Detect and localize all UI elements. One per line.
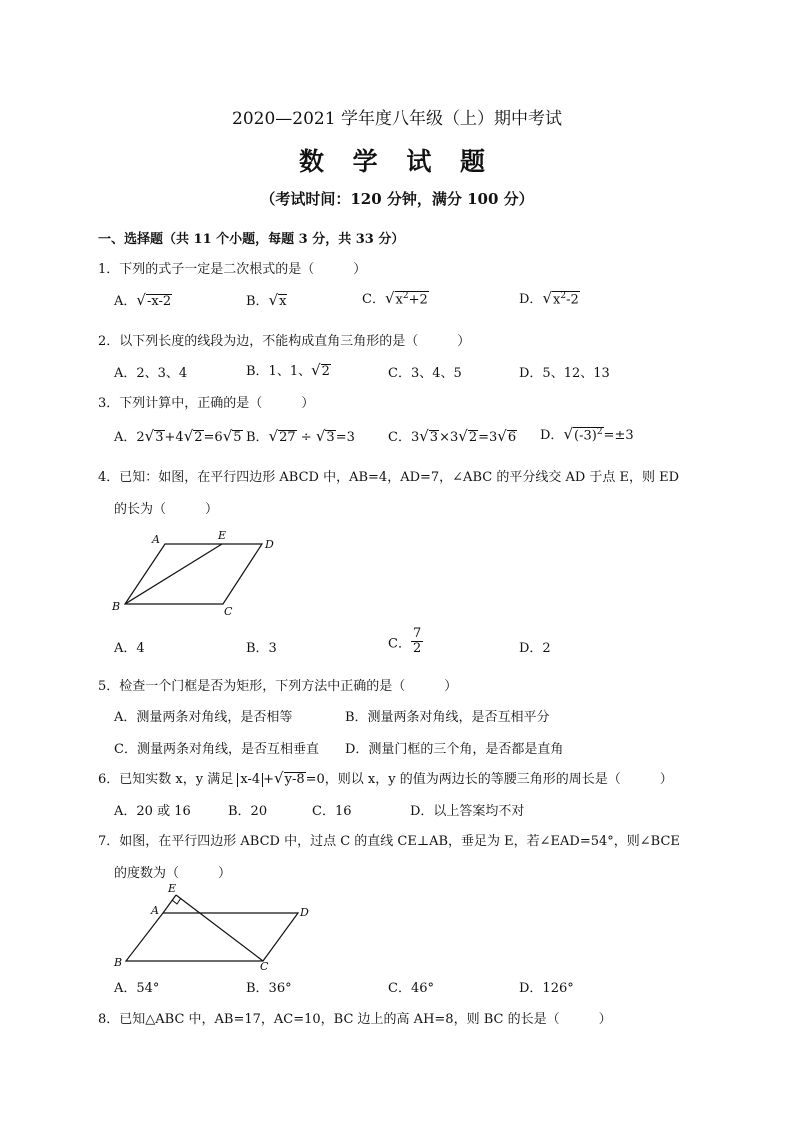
q6-option-b: B．20 (228, 804, 268, 819)
q7-parallelogram (126, 913, 298, 961)
q7-label-b: B (114, 956, 123, 969)
q7-option-d: D．126° (519, 981, 574, 996)
q4-label-e: E (218, 529, 227, 542)
q7-parallelogram-figure (108, 880, 318, 972)
q6-option-c: C．16 (312, 804, 352, 819)
q6-stem: 6．已知实数 x，y 满足 x-4 +√y-8=0，则以 x，y 的值为两边长的等腰三角形的周长是（ ） (98, 769, 673, 787)
q3-option-d: D．$√(-3)^2=\pm 3$ (540, 425, 634, 443)
q5-option-c: C．测量两条对角线，是否互相垂直 (114, 742, 319, 757)
q7-option-c: C．46° (388, 981, 434, 996)
q2-option-d: D．5、12、13 (519, 366, 610, 381)
exam-title: 2020—2021 学年度八年级（上）期中考试 (232, 109, 562, 129)
q4-label-d: D (265, 538, 274, 551)
q4-label-b: B (112, 600, 121, 613)
q4-option-b: B．3 (246, 641, 277, 656)
q8-stem: 8．已知△ABC 中，AB=17，AC=10，BC 边上的高 AH=8，则 BC 的长是（ ） (98, 1012, 612, 1027)
q4-label-c: C (224, 605, 233, 618)
q5-option-a: A．测量两条对角线，是否相等 (114, 710, 293, 725)
q4-bisector-be (125, 544, 222, 604)
q7-stem-line1: 7．如图，在平行四边形 ABCD 中，过点 C 的直线 CE⊥AB，垂足为 E，若∠EAD=54°，则∠BCE (98, 834, 680, 849)
q3-option-b: B．√27 ÷ √3=3 (246, 427, 355, 445)
q7-extension-ae (163, 895, 176, 913)
exam-info: （考试时间：120 分钟，满分 100 分） (260, 190, 534, 208)
q4-stem-line1: 4．已知：如图，在平行四边形 ABCD 中，AB=4，AD=7，∠ABC 的平分线交 AD 于点 E，则 ED (98, 470, 680, 485)
q7-label-d: D (300, 906, 309, 919)
q4-option-c: C． $\frac{7}{2}$ (388, 626, 422, 657)
q1-option-d: D．$√x^2-2$ (519, 289, 579, 307)
q7-label-a: A (151, 904, 159, 917)
q5-option-b: B．测量两条对角线，是否互相平分 (345, 710, 550, 725)
q7-label-c: C (260, 960, 269, 972)
q1-stem: 1．下列的式子一定是二次根式的是（ ） (98, 262, 367, 277)
q7-stem-line2: 的度数为（ ） (114, 866, 232, 881)
q5-stem: 5．检查一个门框是否为矩形，下列方法中正确的是（ ） (98, 679, 458, 694)
q7-line-ce (176, 895, 263, 961)
q7-option-a: A．54° (114, 981, 160, 996)
q1-option-a: A．√-x-2 (114, 291, 172, 309)
q4-label-a: A (152, 533, 160, 546)
q4-stem-line2: 的长为（ ） (114, 502, 219, 517)
q4-parallelogram (125, 544, 262, 604)
q1-option-c: C．$√x^2+2$ (362, 289, 428, 307)
q4-option-d: D．2 (519, 641, 551, 656)
q3-option-c: C．3√3×3√2=3√6 (388, 427, 517, 445)
q6-option-a: A．20 或 16 (114, 804, 191, 819)
section-heading: 一、选择题（共 11 个小题，每题 3 分，共 33 分） (98, 232, 405, 247)
q7-label-e: E (168, 882, 177, 895)
subject-title: 数 学 试 题 (298, 147, 496, 176)
q5-option-d: D．测量门框的三个角，是否都是直角 (345, 742, 564, 757)
q2-option-a: A．2、3、4 (114, 366, 188, 381)
q3-option-a: A．2√3+4√2=6√5 (114, 427, 242, 445)
q4-option-a: A．4 (114, 641, 145, 656)
q3-stem: 3．下列计算中，正确的是（ ） (98, 396, 315, 411)
q2-option-c: C．3、4、5 (388, 366, 462, 381)
q4-parallelogram-figure (108, 525, 288, 625)
q7-option-b: B．36° (246, 981, 292, 996)
q2-option-b: B．1、1、√2 (246, 361, 330, 379)
q6-option-d: D．以上答案均不对 (410, 804, 525, 819)
q2-stem: 2．以下列长度的线段为边，不能构成直角三角形的是（ ） (98, 334, 471, 349)
q1-option-b: B．√x (246, 291, 287, 309)
